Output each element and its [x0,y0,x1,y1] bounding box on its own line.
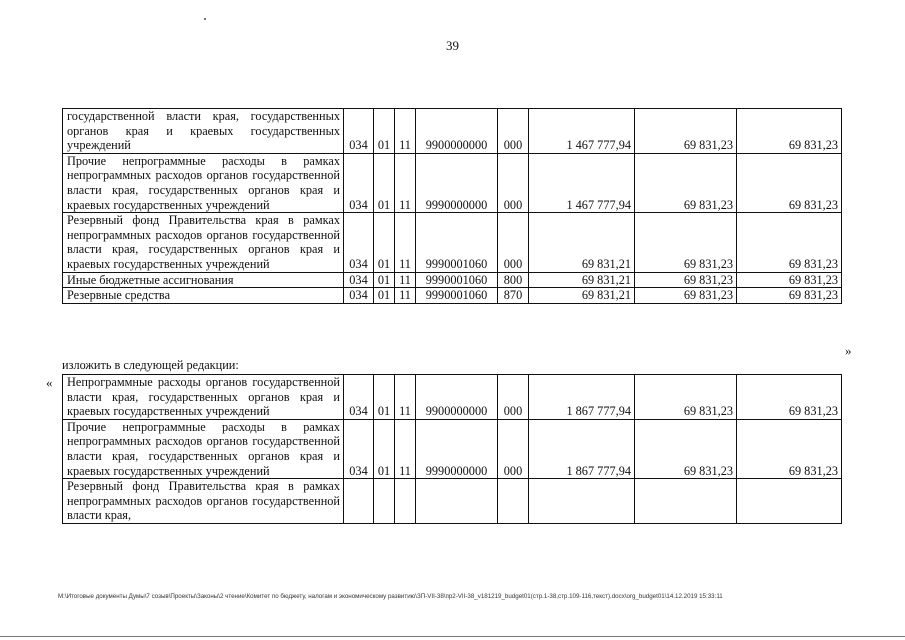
amount-3: 69 831,23 [737,213,842,272]
section-code: 01 [374,419,395,478]
target-article: 9990001060 [416,272,498,288]
row-name: Иные бюджетные ассигнования [63,272,344,288]
row-name: Прочие непрограммные расходы в рамках непрограммных расходов органов государственной власти края, государственных органов края и краевых государственных учреждений [63,153,344,212]
subsection-code: 11 [395,375,416,420]
expense-type: 800 [498,272,529,288]
target-article: 9990000000 [416,419,498,478]
closing-quote: » [845,343,852,358]
amount-1: 1 467 777,94 [529,153,635,212]
row-name: Прочие непрограммные расходы в рамках непрограммных расходов органов государственной власти края, государственных органов края и краевых государственных учреждений [63,419,344,478]
amount-3: 69 831,23 [737,288,842,304]
amount-2: 69 831,23 [635,375,737,420]
amount-2: 69 831,23 [635,213,737,272]
row-name: Резервный фонд Правительства края в рамках непрограммных расходов органов государственной власти края, [63,479,344,524]
expense-type: 000 [498,213,529,272]
amount-3: 69 831,23 [737,153,842,212]
amount-2: 69 831,23 [635,109,737,154]
subsection-code: 11 [395,213,416,272]
row-name: Резервный фонд Правительства края в рамках непрограммных расходов органов государственной власти края, государственных органов края и краевых государственных учреждений [63,213,344,272]
budget-table-new [62,374,842,524]
row-name: Резервные средства [63,288,344,304]
budget-table-old [62,108,842,304]
amendment-text: изложить в следующей редакции: [62,358,239,372]
scan-edge-line [0,636,905,637]
admin-code: 034 [344,213,374,272]
table-row [63,213,842,272]
admin-code: 034 [344,272,374,288]
amount-2: 69 831,23 [635,272,737,288]
row-name: государственной власти края, государственных органов края и краевых государственных учреждений [63,109,344,154]
section-code: 01 [374,272,395,288]
amount-3: 69 831,23 [737,272,842,288]
table-row [63,272,842,288]
amount-1 [529,479,635,524]
page-number: 39 [446,38,459,53]
amount-3: 69 831,23 [737,375,842,420]
admin-code: 034 [344,109,374,154]
target-article: 9900000000 [416,109,498,154]
file-path-footer: M:\Итоговые документы Думы\7 созыв\Проекты\Законы\2 чтение\Комитет по бюджету, налогам и экономическому развитию\ЗП-VII-38\пр2-VII-38_v181219_budget01(стр.1-38,стр.109-116,текст).docx\org_budget01\14.12.2019 15:33:11 [58,593,723,600]
amount-3: 69 831,23 [737,419,842,478]
row-name: Непрограммные расходы органов государственной власти края, государственных органов края и краевых государственных учреждений [63,375,344,420]
expense-type [498,479,529,524]
admin-code [344,479,374,524]
subsection-code: 11 [395,419,416,478]
target-article [416,479,498,524]
expense-type: 000 [498,153,529,212]
expense-type: 870 [498,288,529,304]
section-code: 01 [374,288,395,304]
admin-code: 034 [344,419,374,478]
table-row [63,288,842,304]
target-article: 9990001060 [416,213,498,272]
admin-code: 034 [344,288,374,304]
table-body [63,375,842,524]
amount-2 [635,479,737,524]
amount-1: 69 831,21 [529,288,635,304]
section-code: 01 [374,153,395,212]
amount-1: 1 867 777,94 [529,419,635,478]
amount-1: 1 867 777,94 [529,375,635,420]
table-row [63,375,842,420]
subsection-code [395,479,416,524]
amount-3 [737,479,842,524]
subsection-code: 11 [395,109,416,154]
section-code: 01 [374,375,395,420]
amount-1: 1 467 777,94 [529,109,635,154]
table-row [63,419,842,478]
amount-2: 69 831,23 [635,153,737,212]
amount-2: 69 831,23 [635,419,737,478]
table-row [63,479,842,524]
expense-type: 000 [498,419,529,478]
amount-3: 69 831,23 [737,109,842,154]
section-code: 01 [374,213,395,272]
opening-quote: « [46,375,53,390]
subsection-code: 11 [395,288,416,304]
table-row [63,109,842,154]
section-code [374,479,395,524]
amount-1: 69 831,21 [529,213,635,272]
amount-2: 69 831,23 [635,288,737,304]
scan-speck [204,18,206,20]
subsection-code: 11 [395,153,416,212]
section-code: 01 [374,109,395,154]
admin-code: 034 [344,375,374,420]
expense-type: 000 [498,109,529,154]
amount-1: 69 831,21 [529,272,635,288]
admin-code: 034 [344,153,374,212]
subsection-code: 11 [395,272,416,288]
target-article: 9990001060 [416,288,498,304]
expense-type: 000 [498,375,529,420]
target-article: 9990000000 [416,153,498,212]
table-body [63,109,842,304]
table-row [63,153,842,212]
target-article: 9900000000 [416,375,498,420]
